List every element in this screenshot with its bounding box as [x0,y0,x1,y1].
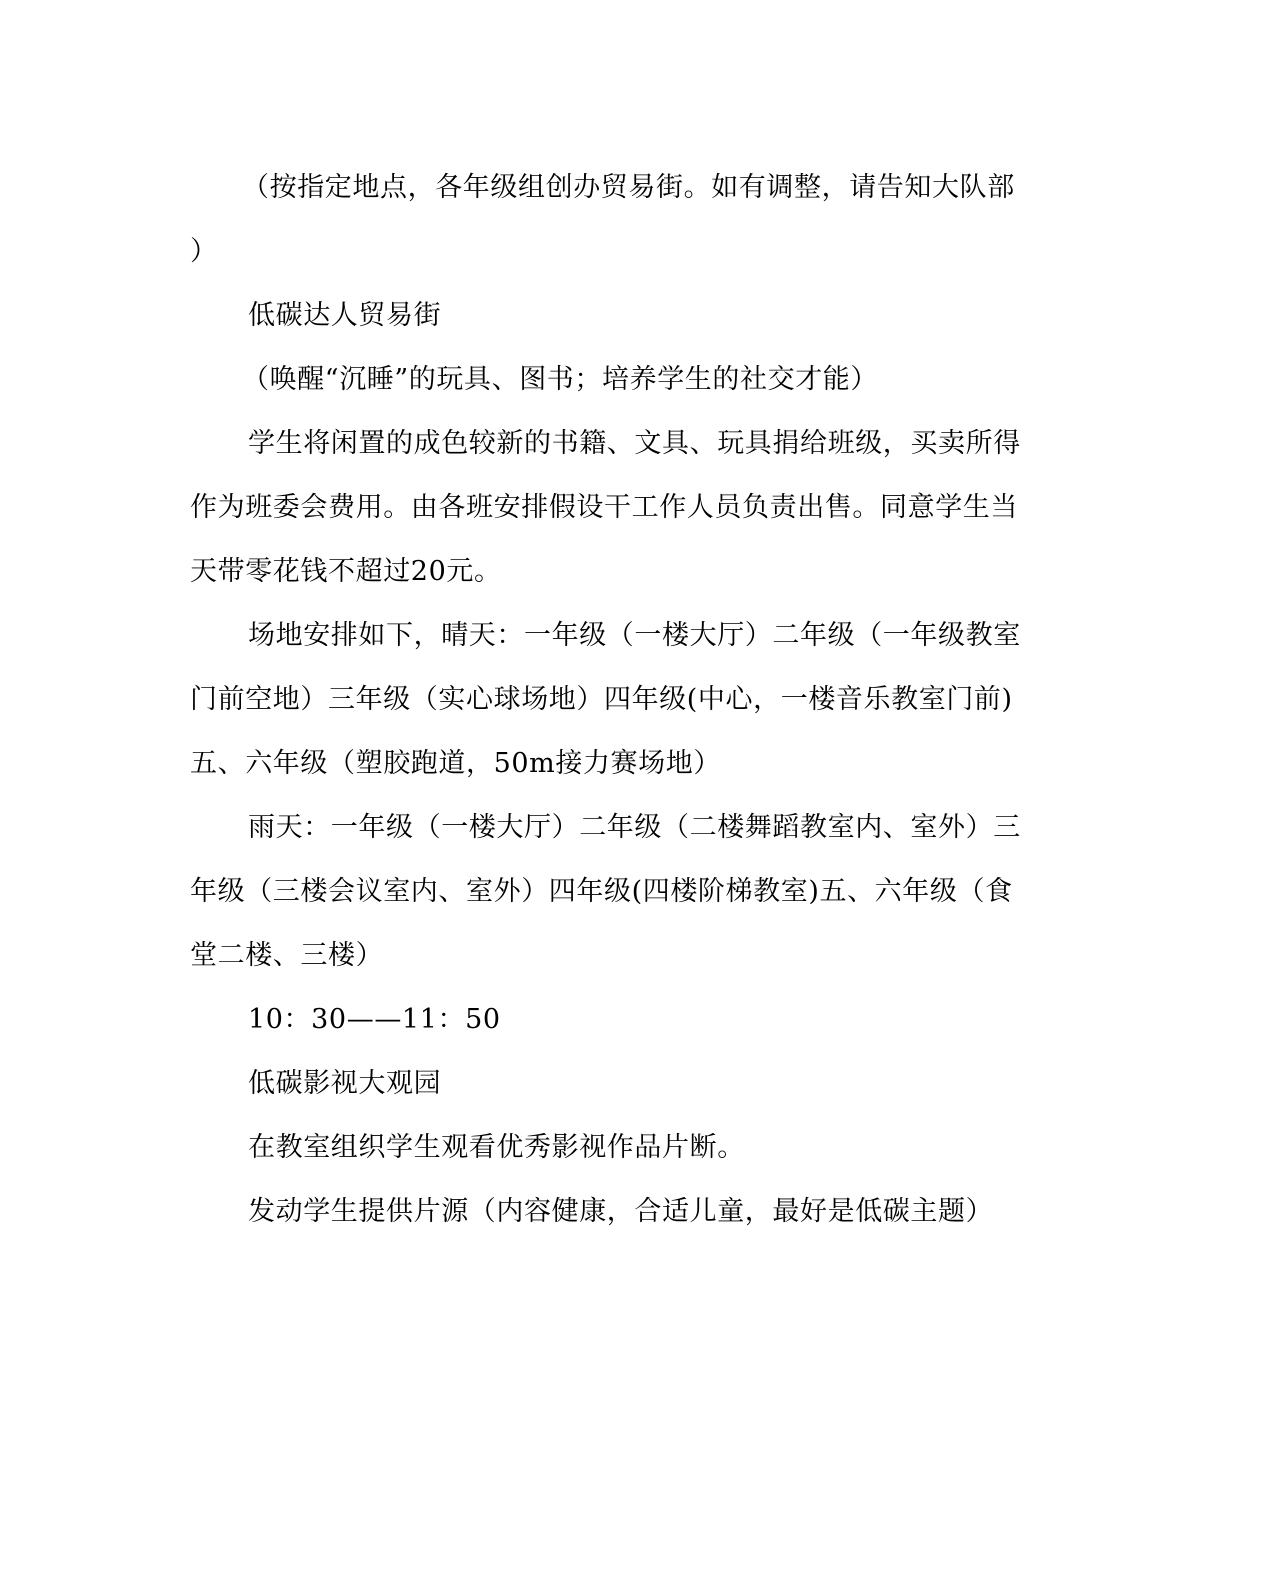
paragraph-line: （按指定地点，各年级组创办贸易街。如有调整，请告知大队部 [242,172,1015,203]
paragraph-line: （唤醒“沉睡”的玩具、图书；培养学生的社交才能） [242,364,879,395]
paragraph-line: 年级（三楼会议室内、室外）四年级(四楼阶梯教室)五、六年级（食 [190,876,1013,907]
paragraph-line: 堂二楼、三楼） [190,940,384,971]
paragraph-line: ） [190,236,218,267]
paragraph-line: 作为班委会费用。由各班安排假设干工作人员负责出售。同意学生当 [190,492,1018,523]
paragraph-line: 天带零花钱不超过20元。 [190,556,502,587]
paragraph-line: 发动学生提供片源（内容健康，合适儿童，最好是低碳主题） [248,1196,994,1227]
section-heading: 低碳达人贸易街 [248,300,442,331]
paragraph-line: 门前空地）三年级（实心球场地）四年级(中心，一楼音乐教室门前) [190,684,1013,715]
paragraph-line: 雨天：一年级（一楼大厅）二年级（二楼舞蹈教室内、室外）三 [248,812,1021,843]
section-heading: 低碳影视大观园 [248,1068,442,1099]
time-line: 10：30——11：50 [248,1004,501,1035]
paragraph-line: 学生将闲置的成色较新的书籍、文具、玩具捐给班级，买卖所得 [248,428,1021,459]
paragraph-line: 在教室组织学生观看优秀影视作品片断。 [248,1132,745,1163]
paragraph-line: 五、六年级（塑胶跑道，50m接力赛场地） [190,748,721,779]
paragraph-line: 场地安排如下，晴天：一年级（一楼大厅）二年级（一年级教室 [248,620,1021,651]
